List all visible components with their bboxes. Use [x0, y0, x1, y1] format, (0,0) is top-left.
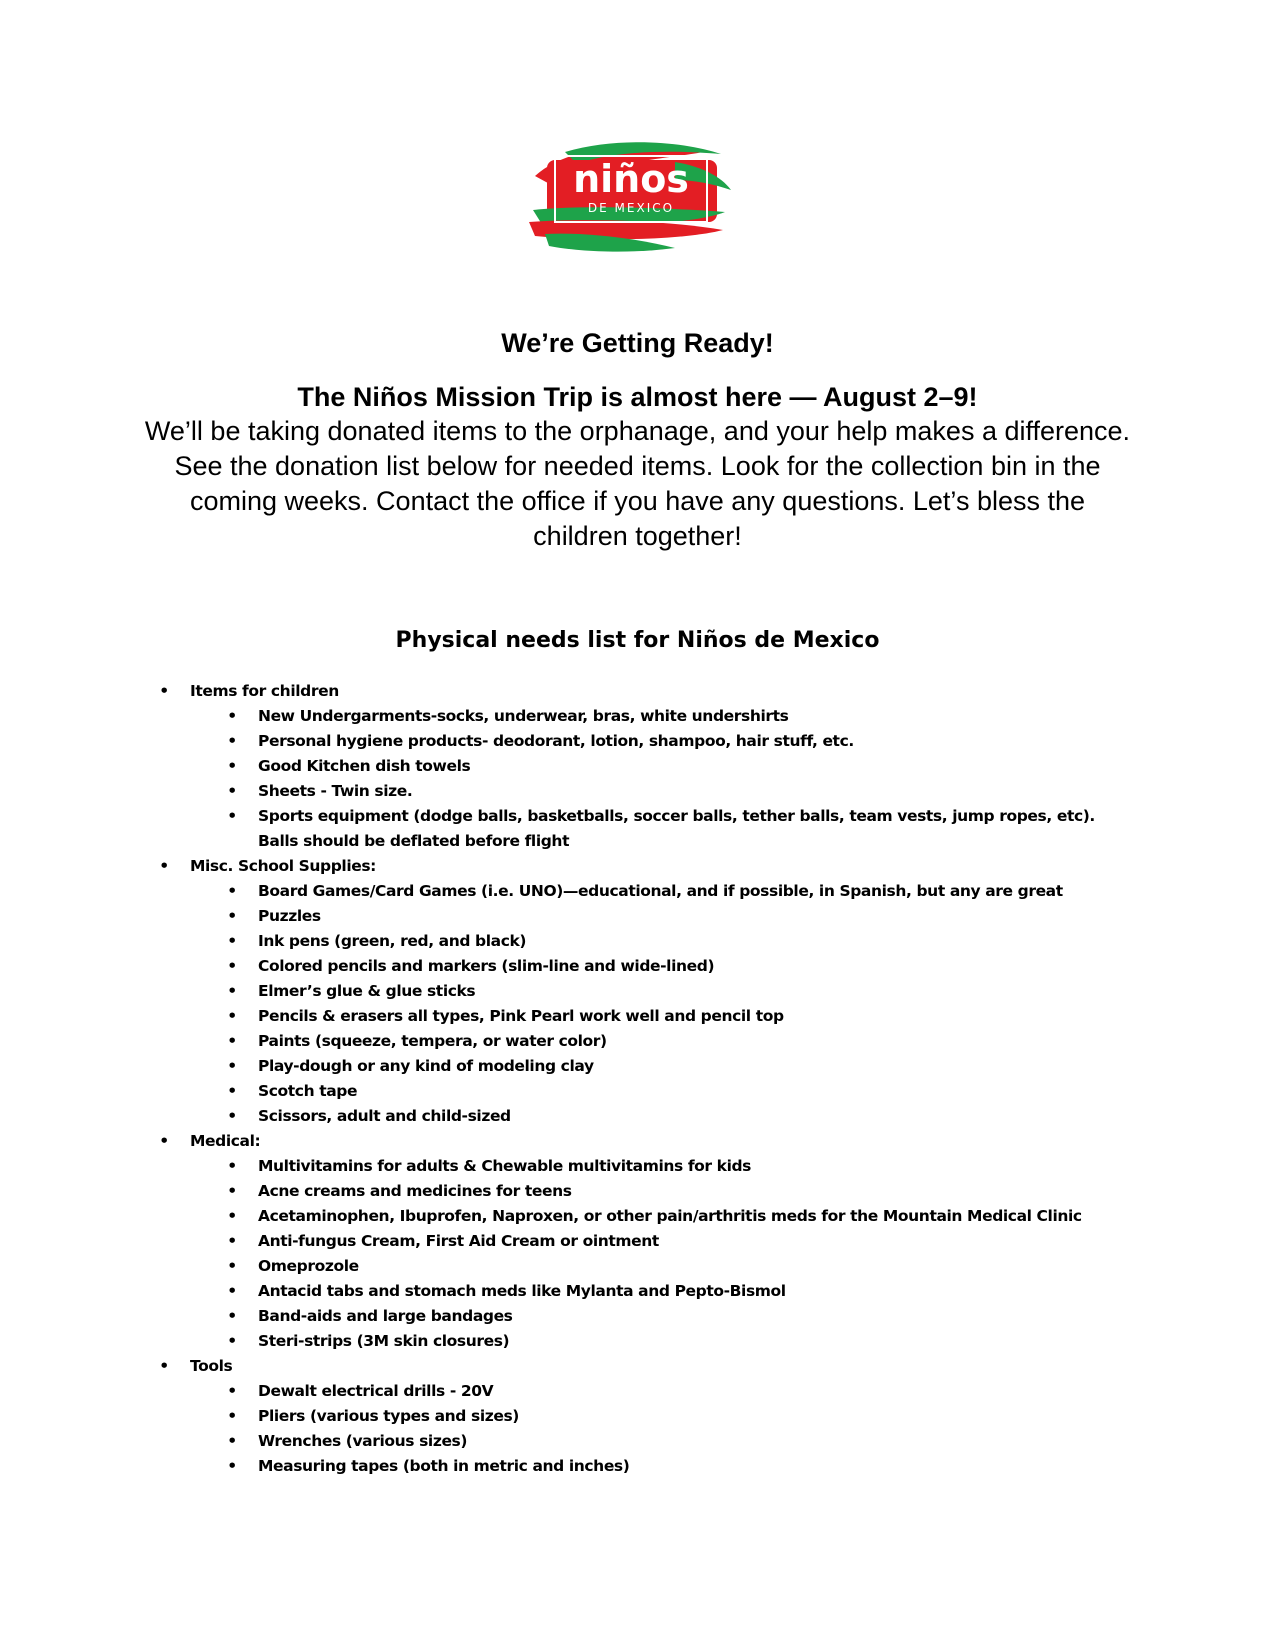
list-item-text: Multivitamins for adults & Chewable multivitamins for kids — [258, 1157, 752, 1175]
list-item-text: Wrenches (various sizes) — [258, 1432, 468, 1450]
list-item-text: Measuring tapes (both in metric and inches) — [258, 1457, 630, 1475]
list-item — [0, 879, 1275, 904]
list-item — [0, 1279, 1275, 1304]
list-item — [0, 1154, 1275, 1179]
bullet-icon: • — [227, 1307, 237, 1325]
bullet-icon: • — [227, 1407, 237, 1425]
bullet-icon: • — [227, 957, 237, 975]
list-item — [0, 1079, 1275, 1104]
bullet-icon: • — [227, 1382, 237, 1400]
list-item-text: Scissors, adult and child-sized — [258, 1107, 511, 1125]
list-item-text: Dewalt electrical drills - 20V — [258, 1382, 494, 1400]
list-item — [0, 1329, 1275, 1354]
list-item — [0, 979, 1275, 1004]
category-item — [0, 854, 1275, 879]
category-label: Misc. School Supplies: — [190, 857, 376, 875]
list-item-text: Omeprozole — [258, 1257, 359, 1275]
list-item-text: Sports equipment (dodge balls, basketballs, soccer balls, tether balls, team vests, jump ropes, etc). Balls should be deflated before flight — [258, 807, 1095, 850]
category-label: Medical: — [190, 1132, 261, 1150]
bullet-icon: • — [159, 1132, 169, 1150]
list-item — [0, 1404, 1275, 1429]
list-item — [0, 1229, 1275, 1254]
bullet-icon: • — [227, 1257, 237, 1275]
bullet-icon: • — [227, 1182, 237, 1200]
bullet-icon: • — [227, 1057, 237, 1075]
list-item-text: Scotch tape — [258, 1082, 358, 1100]
list-item-text: Play-dough or any kind of modeling clay — [258, 1057, 594, 1075]
bullet-icon: • — [227, 1457, 237, 1475]
ninos-de-mexico-logo — [525, 136, 735, 256]
bullet-icon: • — [227, 1082, 237, 1100]
list-item-text: Puzzles — [258, 907, 321, 925]
category-item — [0, 679, 1275, 704]
list-item-text: Board Games/Card Games (i.e. UNO)—educational, and if possible, in Spanish, but any are great — [258, 882, 1063, 900]
bullet-icon: • — [227, 1157, 237, 1175]
list-item-text: Colored pencils and markers (slim-line and wide-lined) — [258, 957, 715, 975]
bullet-icon: • — [227, 982, 237, 1000]
list-item — [0, 1004, 1275, 1029]
bullet-icon: • — [159, 1357, 169, 1375]
list-item-text: Ink pens (green, red, and black) — [258, 932, 527, 950]
bullet-icon: • — [227, 1332, 237, 1350]
category-item — [0, 1129, 1275, 1154]
list-item — [0, 804, 1275, 854]
category-label: Items for children — [190, 682, 339, 700]
logo-wordmark: niños — [573, 157, 689, 201]
list-item-text: Anti-fungus Cream, First Aid Cream or ointment — [258, 1232, 659, 1250]
list-item-text: Good Kitchen dish towels — [258, 757, 471, 775]
trip-announcement: The Niños Mission Trip is almost here — August 2–9! — [297, 382, 978, 412]
list-item — [0, 1029, 1275, 1054]
page-title: We’re Getting Ready! — [501, 328, 774, 358]
list-item — [0, 1379, 1275, 1404]
intro-paragraph: We’ll be taking donated items to the orphanage, and your help makes a difference. See the donation list below for needed items. Look for the collection bin in the coming weeks. Contact the office if you have any questions. Let’s bless the children together! — [144, 416, 1131, 551]
list-item — [0, 1104, 1275, 1129]
bullet-icon: • — [227, 1282, 237, 1300]
list-item — [0, 1254, 1275, 1279]
list-item-text: Band-aids and large bandages — [258, 1307, 513, 1325]
bullet-icon: • — [227, 1207, 237, 1225]
bullet-icon: • — [227, 707, 237, 725]
list-item — [0, 954, 1275, 979]
list-item — [0, 704, 1275, 729]
list-item — [0, 754, 1275, 779]
list-item — [0, 1179, 1275, 1204]
bullet-icon: • — [227, 757, 237, 775]
list-item-text: New Undergarments-socks, underwear, bras, white undershirts — [258, 707, 789, 725]
list-item-text: Pliers (various types and sizes) — [258, 1407, 519, 1425]
bullet-icon: • — [227, 1032, 237, 1050]
bullet-icon: • — [227, 1232, 237, 1250]
bullet-icon: • — [227, 1107, 237, 1125]
category-label: Tools — [190, 1357, 233, 1375]
list-item — [0, 1304, 1275, 1329]
list-item-text: Paints (squeeze, tempera, or water color) — [258, 1032, 607, 1050]
list-item-text: Acne creams and medicines for teens — [258, 1182, 572, 1200]
bullet-icon: • — [159, 682, 169, 700]
list-item-text: Elmer’s glue & glue sticks — [258, 982, 476, 1000]
bullet-icon: • — [227, 932, 237, 950]
list-item-text: Antacid tabs and stomach meds like Mylanta and Pepto-Bismol — [258, 1282, 786, 1300]
list-item-text: Personal hygiene products- deodorant, lotion, shampoo, hair stuff, etc. — [258, 732, 854, 750]
bullet-icon: • — [159, 857, 169, 875]
needs-list-title: Physical needs list for Niños de Mexico — [395, 628, 880, 653]
bullet-icon: • — [227, 1432, 237, 1450]
list-item — [0, 929, 1275, 954]
list-item — [0, 1454, 1275, 1479]
list-item — [0, 1054, 1275, 1079]
bullet-icon: • — [227, 882, 237, 900]
bullet-icon: • — [227, 807, 237, 825]
list-item — [0, 779, 1275, 804]
logo-subtitle: DE MEXICO — [587, 201, 675, 215]
bullet-icon: • — [227, 732, 237, 750]
list-item-text: Steri-strips (3M skin closures) — [258, 1332, 510, 1350]
list-item — [0, 904, 1275, 929]
bullet-icon: • — [227, 907, 237, 925]
list-item — [0, 729, 1275, 754]
list-item-text: Sheets - Twin size. — [258, 782, 413, 800]
list-item-text: Pencils & erasers all types, Pink Pearl work well and pencil top — [258, 1007, 784, 1025]
list-item — [0, 1204, 1275, 1229]
list-item — [0, 1429, 1275, 1454]
category-item — [0, 1354, 1275, 1379]
bullet-icon: • — [227, 782, 237, 800]
needs-list — [0, 679, 1275, 1479]
bullet-icon: • — [227, 1007, 237, 1025]
list-item-text: Acetaminophen, Ibuprofen, Naproxen, or other pain/arthritis meds for the Mountain Medical Clinic — [258, 1207, 1082, 1225]
